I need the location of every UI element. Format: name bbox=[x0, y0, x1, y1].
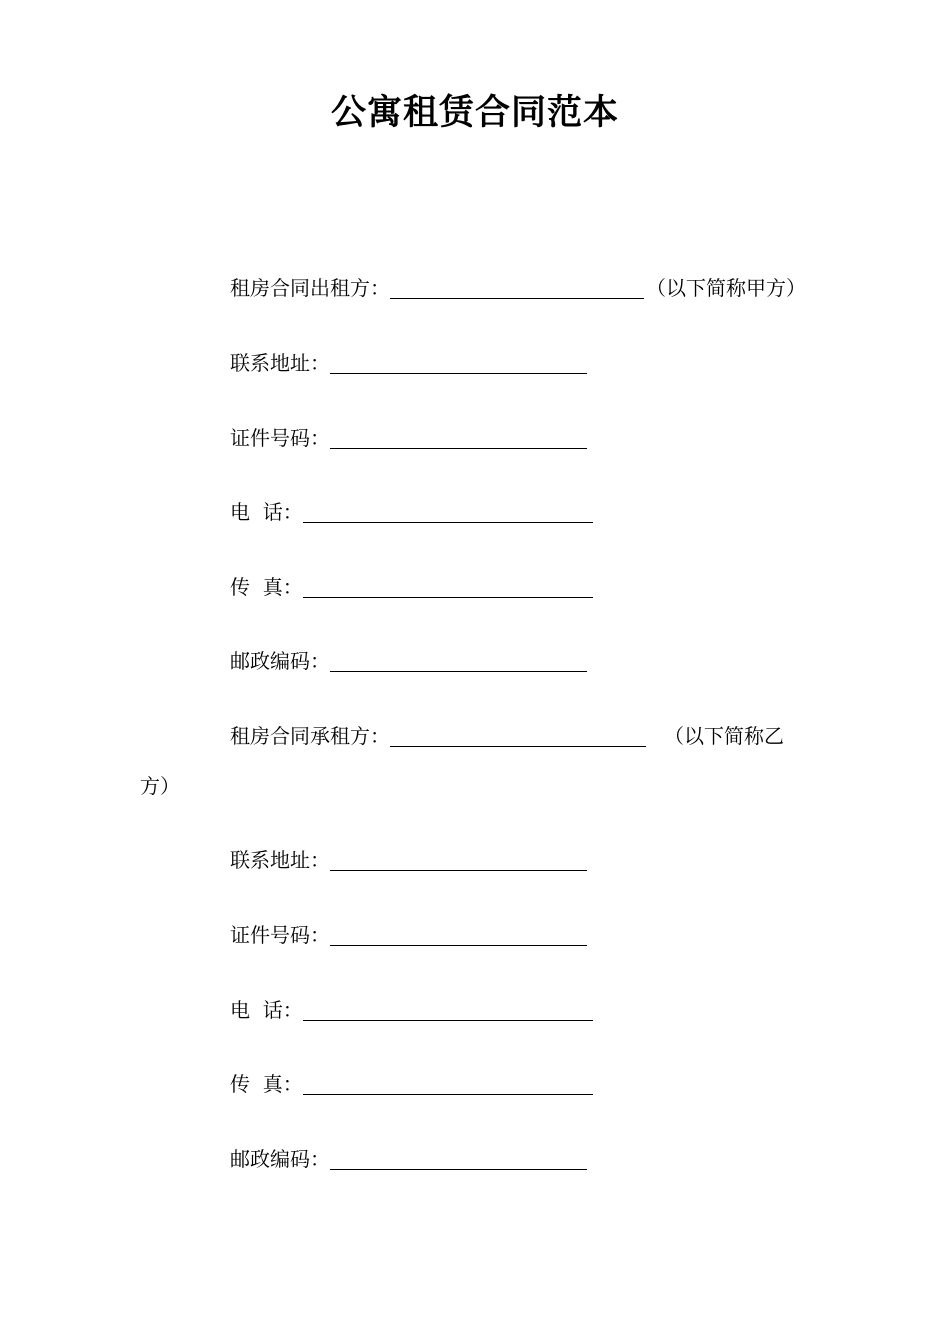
lessor-fax-line bbox=[230, 572, 593, 602]
lessor-postcode-line bbox=[230, 646, 587, 676]
lessee-line bbox=[230, 721, 784, 751]
lessee-suffix-wrap: 方） bbox=[140, 774, 180, 798]
field-label: 证件号码： bbox=[230, 923, 330, 947]
lessee-phone-blank[interactable] bbox=[303, 998, 593, 1021]
document-title: 公寓租赁合同范本 bbox=[330, 93, 619, 133]
lessee-name-blank[interactable] bbox=[390, 724, 646, 747]
field-label: 邮政编码： bbox=[230, 649, 330, 673]
lessor-address-blank[interactable] bbox=[330, 351, 587, 374]
lessor-postcode-blank[interactable] bbox=[330, 649, 587, 672]
field-label: 传 真： bbox=[230, 1072, 303, 1096]
field-label: 传 真： bbox=[230, 575, 303, 599]
lessor-phone-line bbox=[230, 497, 593, 527]
lessee-suffix: （以下简称乙 bbox=[664, 724, 784, 748]
lessee-phone-line bbox=[230, 995, 593, 1025]
lessee-id-line bbox=[230, 920, 587, 950]
lessee-address-blank[interactable] bbox=[330, 848, 587, 871]
lessor-address-line bbox=[230, 348, 587, 378]
field-label: 联系地址： bbox=[230, 848, 330, 872]
lessee-fax-line bbox=[230, 1069, 593, 1099]
lessor-name-blank[interactable] bbox=[390, 276, 644, 299]
lessee-postcode-blank[interactable] bbox=[330, 1147, 587, 1170]
lessor-fax-blank[interactable] bbox=[303, 575, 593, 598]
field-label: 联系地址： bbox=[230, 351, 330, 375]
lessee-id-blank[interactable] bbox=[330, 923, 587, 946]
lessor-id-line bbox=[230, 423, 587, 453]
lessee-fax-blank[interactable] bbox=[303, 1072, 593, 1095]
lessee-label: 租房合同承租方： bbox=[230, 724, 390, 748]
field-label: 电 话： bbox=[230, 998, 303, 1022]
lessee-postcode-line bbox=[230, 1144, 587, 1174]
lessor-label: 租房合同出租方： bbox=[230, 276, 390, 300]
field-label: 电 话： bbox=[230, 500, 303, 524]
lessor-suffix: （以下简称甲方） bbox=[646, 276, 806, 300]
lessee-address-line bbox=[230, 845, 587, 875]
lessor-line bbox=[230, 273, 806, 303]
lessor-id-blank[interactable] bbox=[330, 426, 587, 449]
field-label: 证件号码： bbox=[230, 426, 330, 450]
lessor-phone-blank[interactable] bbox=[303, 500, 593, 523]
field-label: 邮政编码： bbox=[230, 1147, 330, 1171]
